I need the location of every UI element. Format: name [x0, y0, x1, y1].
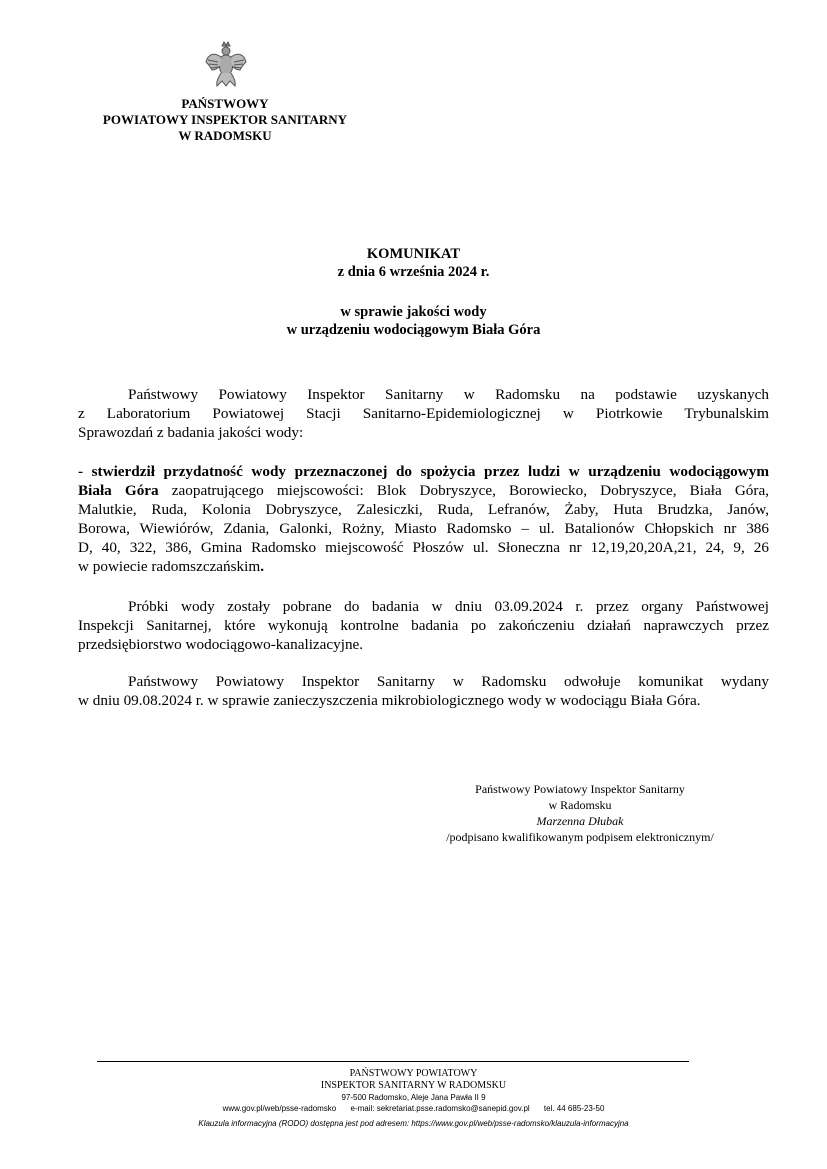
footer-email[interactable]: e-mail: sekretariat.psse.radomsko@sanepid.gov.pl	[350, 1104, 530, 1113]
paragraph-line: Sprawozdań z badania jakości wody:	[78, 424, 304, 441]
paragraph-line: Państwowy Powiatowy Inspektor Sanitarny w Radomsku odwołuje komunikat wydany	[128, 673, 769, 690]
issuer-line-3: W RADOMSKU	[178, 128, 272, 143]
signatory-role: Państwowy Powiatowy Inspektor Sanitarny	[475, 782, 685, 796]
footer-org-line-1: PAŃSTWOWY POWIATOWY	[349, 1068, 478, 1079]
footer-address: 97-500 Radomsko, Aleje Jana Pawła II 9	[341, 1093, 486, 1102]
signature-block	[420, 781, 740, 845]
issuer-line-2: POWIATOWY INSPEKTOR SANITARNY	[102, 112, 348, 127]
subject-line-1: w sprawie jakości wody	[340, 304, 487, 320]
eagle-emblem-icon	[204, 40, 248, 88]
signatory-name: Marzenna Dłubak	[536, 814, 624, 828]
paragraph-4	[78, 672, 769, 710]
footer-contacts	[0, 1103, 827, 1114]
subject-line-2: w urządzeniu wodociągowym Biała Góra	[286, 322, 541, 338]
paragraph-line: Malutkie, Ruda, Kolonia Dobryszyce, Zalesiczki, Ruda, Lefranów, Żaby, Huta Brudzka, Janów,	[78, 501, 769, 518]
paragraph-line: przedsiębiorstwo wodociągowo-kanalizacyjne.	[78, 636, 364, 653]
localities-intro: zaopatrującego miejscowości: Blok Dobryszyce, Borowiecko, Dobryszyce, Biała Góra,	[158, 482, 769, 499]
issuer-header	[60, 96, 390, 144]
paragraph-line: z Laboratorium Powiatowej Stacji Sanitarno-Epidemiologicznej w Piotrkowie Trybunalskim	[78, 405, 769, 422]
paragraph-line: Borowa, Wiewiórów, Zdania, Galonki, Rożny, Miasto Radomsko – ul. Batalionów Chłopskich nr 386	[78, 520, 769, 537]
footer-rodo-clause: Klauzula informacyjna (RODO) dostępna jest pod adresem: https://www.gov.pl/web/psse-radomsko/klauzula-informacyjna	[198, 1119, 629, 1128]
footer-divider	[97, 1061, 689, 1062]
finding-text: - stwierdził przydatność wody przeznaczonej do spożycia przez ludzi w urządzeniu wodociągowym	[78, 463, 769, 480]
paragraph-line: D, 40, 322, 386, Gmina Radomsko miejscowość Płoszów ul. Słoneczna nr 12,19,20,20A,21, 24, 9, 26	[78, 539, 769, 556]
signature-note: /podpisano kwalifikowanym podpisem elektronicznym/	[446, 830, 714, 844]
footer-web-link[interactable]: www.gov.pl/web/psse-radomsko	[222, 1104, 337, 1113]
paragraph-line	[78, 462, 769, 481]
document-subject	[0, 303, 827, 339]
footer-phone: tel. 44 685-23-50	[543, 1104, 605, 1113]
facility-name: Biała Góra	[78, 482, 159, 499]
document-title	[0, 245, 827, 281]
paragraph-2	[78, 462, 769, 576]
footer	[0, 1068, 827, 1129]
title-heading: KOMUNIKAT	[366, 246, 461, 262]
county-text: w powiecie radomszczańskim	[78, 558, 261, 575]
issuer-line-1: PAŃSTWOWY	[181, 96, 269, 111]
paragraph-line	[78, 481, 769, 500]
paragraph-1	[78, 385, 769, 442]
paragraph-line	[78, 557, 769, 576]
paragraph-3	[78, 597, 769, 654]
footer-org-line-2: INSPEKTOR SANITARNY W RADOMSKU	[320, 1080, 507, 1091]
final-period: .	[260, 558, 264, 575]
paragraph-line: Inspekcji Sanitarnej, które wykonują kontrolne badania po zakończeniu działań naprawczych przez	[78, 617, 769, 634]
paragraph-line: Próbki wody zostały pobrane do badania w dniu 03.09.2024 r. przez organy Państwowej	[128, 598, 769, 615]
paragraph-line: w dniu 09.08.2024 r. w sprawie zanieczyszczenia mikrobiologicznego wody w wodociągu Biała Góra.	[78, 692, 701, 709]
signatory-place: w Radomsku	[548, 798, 612, 812]
title-date: z dnia 6 września 2024 r.	[337, 264, 490, 280]
paragraph-line: Państwowy Powiatowy Inspektor Sanitarny w Radomsku na podstawie uzyskanych	[128, 386, 769, 403]
